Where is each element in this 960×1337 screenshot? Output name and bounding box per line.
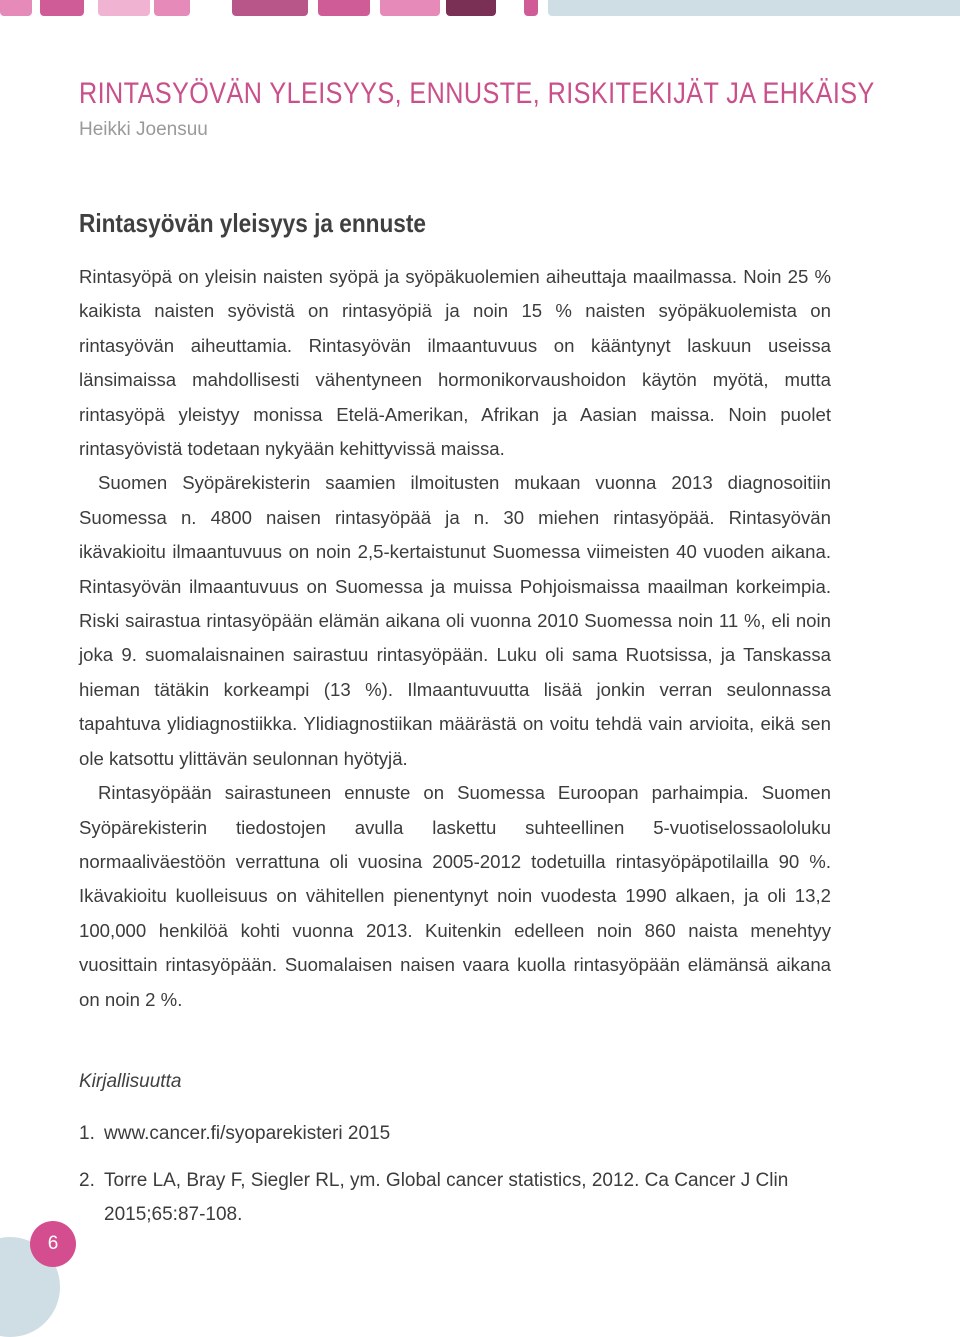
header-bar-segment [524, 0, 538, 16]
references-list [79, 1117, 831, 1232]
header-bar-segment [232, 0, 308, 16]
reference-text[interactable]: www.cancer.fi/syoparekisteri 2015 [104, 1122, 391, 1144]
article-author: Heikki Joensuu [79, 119, 208, 140]
header-bar-segment [154, 0, 190, 16]
header-bar-segment [380, 0, 440, 16]
header-bar-segment [40, 0, 84, 16]
header-bar-segment [318, 0, 370, 16]
page-number-badge [30, 1221, 76, 1267]
reference-item [79, 1164, 831, 1232]
reference-number: 2. [79, 1169, 95, 1191]
references-heading: Kirjallisuutta [79, 1070, 182, 1092]
header-bar-segment [0, 0, 32, 16]
header-bar-segment [548, 0, 960, 16]
body-paragraph-3: Rintasyöpään sairastuneen ennuste on Suomessa Euroopan parhaimpia. Suomen Syöpärekisterin tiedostojen avulla laskettu suhteellinen 5-vuotiselossaololuku normaaliväestöön verrattuna oli vuosina 2005-2012 todetuilla rintasyöpäpotilailla 90 %. Ikävakioitu kuolleisuus on vähitellen pienentynyt noin vuodesta 1990 alkaen, ja oli 13,2 100,000 henkilöä kohti vuonna 2013. Kuitenkin edelleen noin 860 naista menehtyy vuosittain rintasyöpään. Suomalaisen naisen vaara kuolla rintasyöpään elämänsä aikana on noin 2 %. [79, 782, 831, 1010]
article-title: RINTASYÖVÄN YLEISYYS, ENNUSTE, RISKITEKIJÄT JA EHKÄISY [79, 77, 875, 110]
body-paragraph-1: Rintasyöpä on yleisin naisten syöpä ja syöpäkuolemien aiheuttaja maailmassa. Noin 25 % kaikista naisten syövistä on rintasyöpiä ja noin 15 % naisten syöpäkuolemista on rintasyövän aiheuttamia. Rintasyövän ilmaantuvuus on kääntynyt laskuun useissa länsimaissa mahdollisesti vähentyneen hormonikorvaushoidon käytön myötä, mutta rintasyöpä yleistyy monissa Etelä-Amerikan, Afrikan ja Aasian maissa. Noin puolet rintasyövistä todetaan nykyään kehittyvissä maissa. [79, 266, 831, 460]
reference-item [79, 1117, 831, 1151]
header-bar-segment [446, 0, 496, 16]
decorative-header-bar [0, 0, 960, 16]
article-body [79, 260, 831, 1017]
reference-number: 1. [79, 1122, 95, 1144]
section-title: Rintasyövän yleisyys ja ennuste [79, 208, 427, 238]
reference-text: Torre LA, Bray F, Siegler RL, ym. Global cancer statistics, 2012. Ca Cancer J Clin 2015;65:87-108. [104, 1169, 789, 1225]
article-page [79, 72, 875, 1245]
page-number: 6 [47, 1233, 59, 1254]
header-bar-segment [98, 0, 150, 16]
body-paragraph-2: Suomen Syöpärekisterin saamien ilmoitusten mukaan vuonna 2013 diagnosoitiin Suomessa n. 4800 naisen rintasyöpää ja n. 30 miehen rintasyöpää. Rintasyövän ikävakioitu ilmaantuvuus on noin 2,5-kertaistunut Suomessa viimeisten 40 vuoden aikana. Rintasyövän ilmaantuvuus on Suomessa ja muissa Pohjoismaissa maailman korkeimpia. Riski sairastua rintasyöpään elämän aikana oli vuonna 2010 Suomessa noin 11 %, eli noin joka 9. suomalaisnainen sairastuu rintasyöpään. Luku oli sama Ruotsissa, ja Tanskassa hieman tätäkin korkeampi (13 %). Ilmaantuvuutta lisää jonkin verran seulonnassa tapahtuva ylidiagnostiikka. Ylidiagnostiikan määrästä on voitu tehdä vain arvioita, eikä sen ole katsottu ylittävän seulonnan hyötyjä. [79, 472, 831, 769]
